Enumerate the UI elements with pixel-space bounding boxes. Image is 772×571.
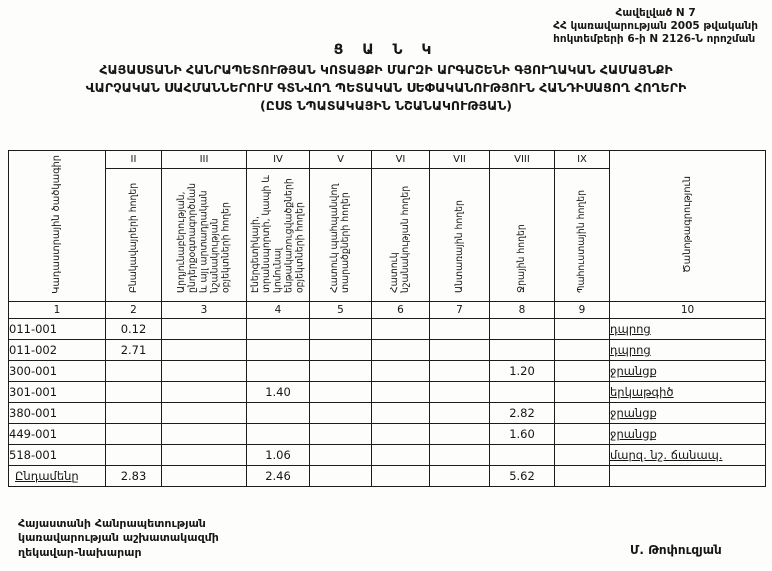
- roman-IV: IV: [247, 151, 310, 169]
- header-protected-area-lands: Հատուկ պահպանվող տարածքների հողեր: [310, 169, 372, 302]
- value-cell-col-7: [430, 403, 490, 424]
- header-energy-transport-lands: Էներգետիկայի, տրանսպորտի, կապի և կոմունալ ենթակառուցվածքների օբյեկտների հողեր: [247, 169, 310, 302]
- value-cell-col-6: [372, 361, 430, 382]
- table-row: [9, 445, 766, 466]
- value-cell-col-7: [430, 466, 490, 487]
- value-cell-col-2: [106, 361, 162, 382]
- value-cell-col-6: [372, 382, 430, 403]
- value-cell-col-8: [490, 340, 555, 361]
- document-title: [10, 61, 762, 114]
- note-cell: երկաթգիծ: [610, 382, 766, 403]
- value-cell-col-2: 2.83: [106, 466, 162, 487]
- value-cell-col-7: [430, 340, 490, 361]
- value-cell-col-4: 1.40: [247, 382, 310, 403]
- value-cell-col-5: [310, 445, 372, 466]
- table-row: [9, 340, 766, 361]
- title-line-2: ՎԱՐՉԱԿԱՆ ՍԱՀՄԱՆՆԵՐՈՒՄ ԳՏՆՎՈՂ ՊԵՏԱԿԱՆ ՍԵՓԱԿԱՆՈՒԹՅՈՒՆ ՀԱՆԴԻՍԱՑՈՂ ՀՈՂԵՐԻ: [85, 79, 687, 95]
- header-note-label: Ծանոթագրություն: [681, 176, 693, 273]
- table-row: [9, 382, 766, 403]
- signatory-line-1: Հայաստանի Հանրապետության: [18, 517, 206, 530]
- col-num-1: 1: [9, 302, 106, 319]
- value-cell-col-6: [372, 340, 430, 361]
- cadastral-code-cell: 300-001: [9, 361, 106, 382]
- appendix-reference: [553, 7, 758, 46]
- value-cell-col-4: [247, 340, 310, 361]
- value-cell-col-9: [555, 403, 610, 424]
- value-cell-col-4: 1.06: [247, 445, 310, 466]
- signatory-line-3: ղեկավար-նախարար: [18, 545, 142, 559]
- value-cell-col-8: 1.60: [490, 424, 555, 445]
- value-cell-col-5: [310, 466, 372, 487]
- value-cell-col-3: [162, 445, 247, 466]
- signatory-line-2: կառավարության աշխատակազմի: [18, 531, 219, 545]
- value-cell-col-7: [430, 319, 490, 340]
- col-num-5: 5: [310, 302, 372, 319]
- value-cell-col-8: [490, 382, 555, 403]
- value-cell-col-3: [162, 319, 247, 340]
- table-row: [9, 424, 766, 445]
- value-cell-col-4: [247, 403, 310, 424]
- value-cell-col-3: [162, 403, 247, 424]
- value-cell-col-8: [490, 445, 555, 466]
- value-cell-col-3: [162, 382, 247, 403]
- title-line-3: (ԸՍՏ ՆՊԱՏԱԿԱՅԻՆ ՆՇԱՆԱԿՈՒԹՅԱՆ): [260, 97, 512, 113]
- column-number-row: [9, 302, 766, 319]
- col-num-2: 2: [106, 302, 162, 319]
- value-cell-col-2: 0.12: [106, 319, 162, 340]
- header-forest-lands: Անտառային հողեր: [430, 169, 490, 302]
- value-cell-col-4: [247, 361, 310, 382]
- total-label-cell: Ընդամենը: [9, 466, 106, 487]
- value-cell-col-5: [310, 424, 372, 445]
- header-cadastral-code: [9, 151, 106, 302]
- header-reserve-lands: Պահուստային հողեր: [555, 169, 610, 302]
- title-line-1: ՀԱՅԱՍՏԱՆԻ ՀԱՆՐԱՊԵՏՈՒԹՅԱՆ ԿՈՏԱՅՔԻ ՄԱՐԶԻ ԱՐԳԱՇԵՆԻ ԳՅՈՒՂԱԿԱՆ ՀԱՄԱՅՆՔԻ: [99, 62, 673, 77]
- value-cell-col-9: [555, 382, 610, 403]
- total-row: [9, 466, 766, 487]
- value-cell-col-4: [247, 319, 310, 340]
- value-cell-col-3: [162, 361, 247, 382]
- value-cell-col-8: 2.82: [490, 403, 555, 424]
- value-cell-col-7: [430, 361, 490, 382]
- value-cell-col-5: [310, 382, 372, 403]
- value-cell-col-9: [555, 424, 610, 445]
- value-cell-col-6: [372, 403, 430, 424]
- col-num-4: 4: [247, 302, 310, 319]
- col-num-6: 6: [372, 302, 430, 319]
- cadastral-code-cell: 011-001: [9, 319, 106, 340]
- col-num-10: 10: [610, 302, 766, 319]
- value-cell-col-6: [372, 319, 430, 340]
- cadastral-code-cell: 449-001: [9, 424, 106, 445]
- roman-II: II: [106, 151, 162, 169]
- value-cell-col-8: 5.62: [490, 466, 555, 487]
- roman-numeral-row: [9, 151, 766, 169]
- note-cell: դպրոց: [610, 340, 766, 361]
- roman-VIII: VIII: [490, 151, 555, 169]
- value-cell-col-4: [247, 424, 310, 445]
- note-cell: ջրանցք: [610, 403, 766, 424]
- roman-VII: VII: [430, 151, 490, 169]
- note-cell: մարզ. նշ. ճանապ.: [610, 445, 766, 466]
- value-cell-col-2: [106, 382, 162, 403]
- note-cell: ջրանցք: [610, 361, 766, 382]
- col-num-3: 3: [162, 302, 247, 319]
- value-cell-col-5: [310, 403, 372, 424]
- table-row: [9, 319, 766, 340]
- value-cell-col-9: [555, 466, 610, 487]
- value-cell-col-6: [372, 466, 430, 487]
- value-cell-col-5: [310, 319, 372, 340]
- cadastral-code-cell: 380-001: [9, 403, 106, 424]
- table-row: [9, 361, 766, 382]
- col-num-8: 8: [490, 302, 555, 319]
- cadastral-code-cell: 011-002: [9, 340, 106, 361]
- value-cell-col-2: [106, 424, 162, 445]
- header-industry-lands: Արդյունաբերության, ընդերքօգտագործման և այլ արտադրական նշանակության օբյեկտների հողեր: [162, 169, 247, 302]
- value-cell-col-8: [490, 319, 555, 340]
- cadastral-code-cell: 518-001: [9, 445, 106, 466]
- header-note: [610, 151, 766, 302]
- col-num-7: 7: [430, 302, 490, 319]
- header-cadastral-code-label: Կադաստրային ծածկագիր: [51, 155, 63, 294]
- appendix-decision-line: հոկտեմբերի 6-ի N 2126-Ն որոշման: [553, 33, 756, 46]
- value-cell-col-9: [555, 361, 610, 382]
- header-settlement-lands: Բնակավայրերի հողեր: [106, 169, 162, 302]
- value-cell-col-3: [162, 424, 247, 445]
- table-body: [9, 319, 766, 487]
- value-cell-col-6: [372, 424, 430, 445]
- table-row: [9, 403, 766, 424]
- value-cell-col-7: [430, 382, 490, 403]
- roman-V: V: [310, 151, 372, 169]
- roman-III: III: [162, 151, 247, 169]
- value-cell-col-3: [162, 340, 247, 361]
- value-cell-col-5: [310, 361, 372, 382]
- value-cell-col-7: [430, 424, 490, 445]
- appendix-gov-line: ՀՀ կառավարության 2005 թվականի: [553, 20, 758, 33]
- note-cell: ջրանցք: [610, 424, 766, 445]
- value-cell-col-2: 2.71: [106, 340, 162, 361]
- header-special-purpose-lands: Հատուկ նշանակության հողեր: [372, 169, 430, 302]
- cadastral-code-cell: 301-001: [9, 382, 106, 403]
- note-cell: դպրոց: [610, 319, 766, 340]
- value-cell-col-9: [555, 340, 610, 361]
- value-cell-col-3: [162, 466, 247, 487]
- value-cell-col-5: [310, 340, 372, 361]
- value-cell-col-6: [372, 445, 430, 466]
- roman-VI: VI: [372, 151, 430, 169]
- header-water-lands: Ջրային հողեր: [490, 169, 555, 302]
- value-cell-col-9: [555, 319, 610, 340]
- value-cell-col-2: [106, 403, 162, 424]
- roman-IX: IX: [555, 151, 610, 169]
- note-cell: [610, 466, 766, 487]
- value-cell-col-7: [430, 445, 490, 466]
- land-table: [8, 150, 766, 487]
- value-cell-col-8: 1.20: [490, 361, 555, 382]
- signatory-title-block: [18, 517, 219, 560]
- value-cell-col-4: 2.46: [247, 466, 310, 487]
- value-cell-col-2: [106, 445, 162, 466]
- appendix-number: Հավելված N 7: [615, 7, 696, 19]
- document-heading: Ց Ա Ն Կ: [333, 42, 439, 58]
- value-cell-col-9: [555, 445, 610, 466]
- signature-name: Մ. Թոփուզյան: [630, 543, 722, 557]
- col-num-9: 9: [555, 302, 610, 319]
